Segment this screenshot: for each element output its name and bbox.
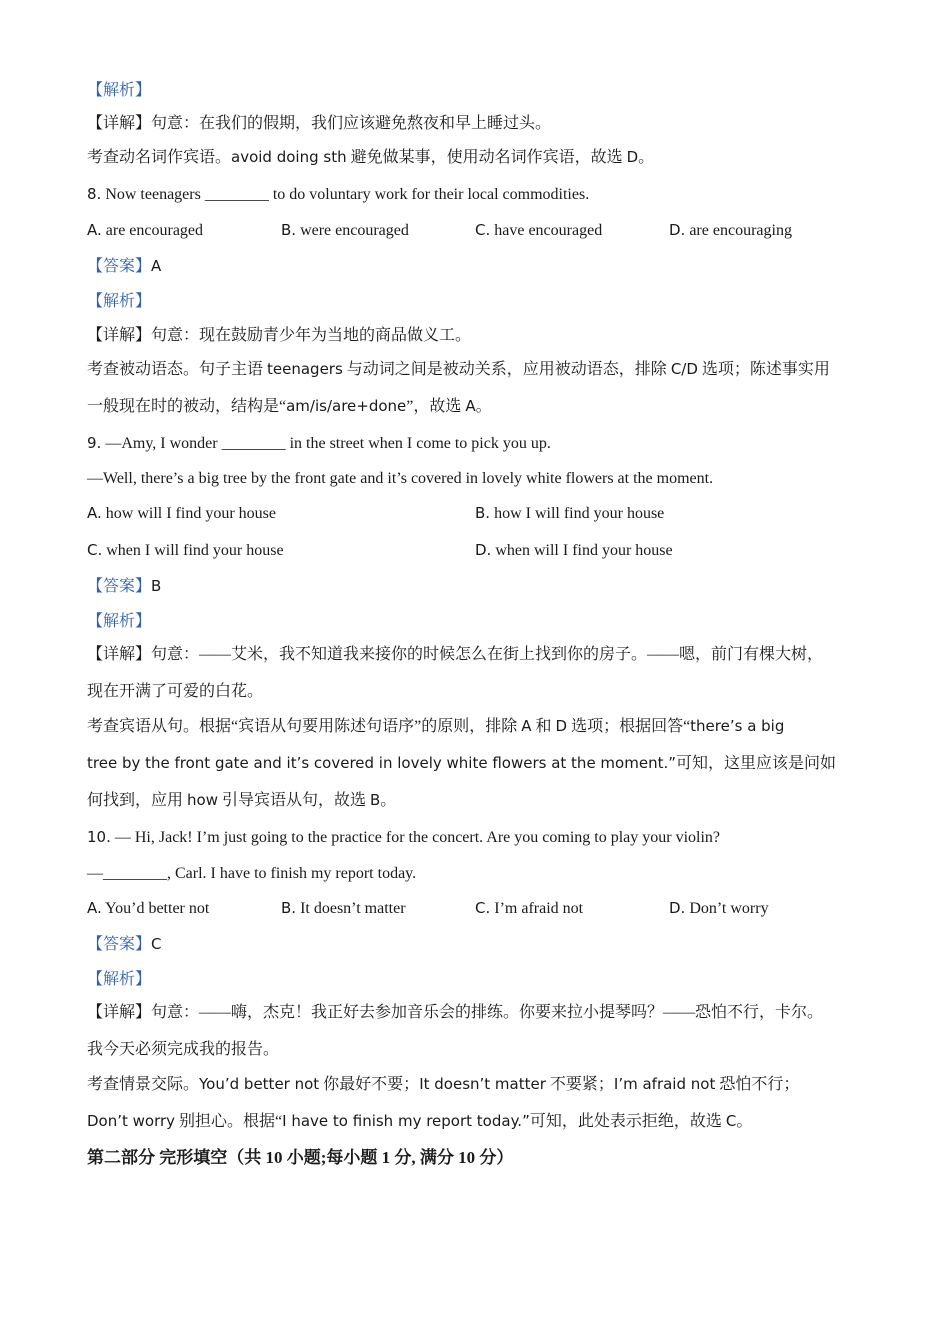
q8-option-b: B. were encouraged <box>281 221 409 239</box>
q9-detail-2: 现在开满了可爱的白花。 <box>87 683 264 700</box>
q10-stem: 10. — Hi, Jack! I’m just going to the practice for the concert. Are you coming to play your violin? <box>87 828 721 846</box>
q10-analysis-label: 【解析】 <box>87 971 152 988</box>
q10-option-d: D. Don’t worry <box>669 899 769 917</box>
q7-analysis-label: 【解析】 <box>87 82 152 99</box>
q10-reply: —________, Carl. I have to finish my report today. <box>87 865 417 882</box>
q9-option-b: B. how I will find your house <box>475 504 665 522</box>
q9-detail-1: 【详解】句意：——艾米，我不知道我来接你的时候怎么在街上找到你的房子。——嗯，前门有棵大树， <box>87 646 824 663</box>
q8-explanation-1: 考查被动语态。句子主语 teenagers 与动词之间是被动关系，应用被动语态，排除 C/D 选项；陈述事实用 <box>87 360 830 378</box>
q10-explanation-1: 考查情景交际。You’d better not 你最好不要；It doesn’t matter 不要紧；I’m afraid not 恐怕不行； <box>87 1075 800 1093</box>
q8-option-a: A. are encouraged <box>87 221 204 239</box>
q9-explanation-2: tree by the front gate and it’s covered in lovely white flowers at the moment.”可知，这里应该是问如 <box>87 754 837 772</box>
q9-stem: 9. —Amy, I wonder ________ in the street when I come to pick you up. <box>87 434 551 452</box>
q8-analysis-label: 【解析】 <box>87 293 152 310</box>
q9-reply: —Well, there’s a big tree by the front gate and it’s covered in lovely white flowers at the moment. <box>87 470 714 487</box>
q9-answer: 【答案】B <box>87 577 162 595</box>
q9-option-d: D. when will I find your house <box>475 541 673 559</box>
q10-option-a: A. You’d better not <box>87 899 210 917</box>
q8-option-d: D. are encouraging <box>669 221 792 239</box>
q10-detail-2: 我今天必须完成我的报告。 <box>87 1041 280 1058</box>
q8-explanation-2: 一般现在时的被动，结构是“am/is/are+done”，故选 A。 <box>87 397 492 415</box>
q9-explanation-3: 何找到，应用 how 引导宾语从句，故选 B。 <box>87 791 397 809</box>
q9-option-c: C. when I will find your house <box>87 541 284 559</box>
section2-title: 第二部分 完形填空（共 10 小题;每小题 1 分, 满分 10 分） <box>87 1148 514 1167</box>
q10-answer: 【答案】C <box>87 935 162 953</box>
q10-explanation-2: Don’t worry 别担心。根据“I have to finish my report today.”可知，此处表示拒绝，故选 C。 <box>87 1112 753 1130</box>
q8-option-c: C. have encouraged <box>475 221 603 239</box>
q8-answer: 【答案】A <box>87 257 162 275</box>
q8-detail: 【详解】句意：现在鼓励青少年为当地的商品做义工。 <box>87 327 472 344</box>
q10-option-c: C. I’m afraid not <box>475 899 584 917</box>
q9-explanation-1: 考查宾语从句。根据“宾语从句要用陈述句语序”的原则，排除 A 和 D 选项；根据回答“there’s a big <box>87 717 785 735</box>
q10-detail-1: 【详解】句意：——嗨，杰克！我正好去参加音乐会的排练。你要来拉小提琴吗？——恐怕不行，卡尔。 <box>87 1004 824 1021</box>
q8-stem: 8. Now teenagers ________ to do voluntary work for their local commodities. <box>87 185 590 203</box>
q7-explanation: 考查动名词作宾语。avoid doing sth 避免做某事，使用动名词作宾语，故选 D。 <box>87 148 655 166</box>
q9-analysis-label: 【解析】 <box>87 613 152 630</box>
q7-detail: 【详解】句意：在我们的假期，我们应该避免熬夜和早上睡过头。 <box>87 115 552 132</box>
q9-option-a: A. how will I find your house <box>87 504 276 522</box>
q10-option-b: B. It doesn’t matter <box>281 899 406 917</box>
